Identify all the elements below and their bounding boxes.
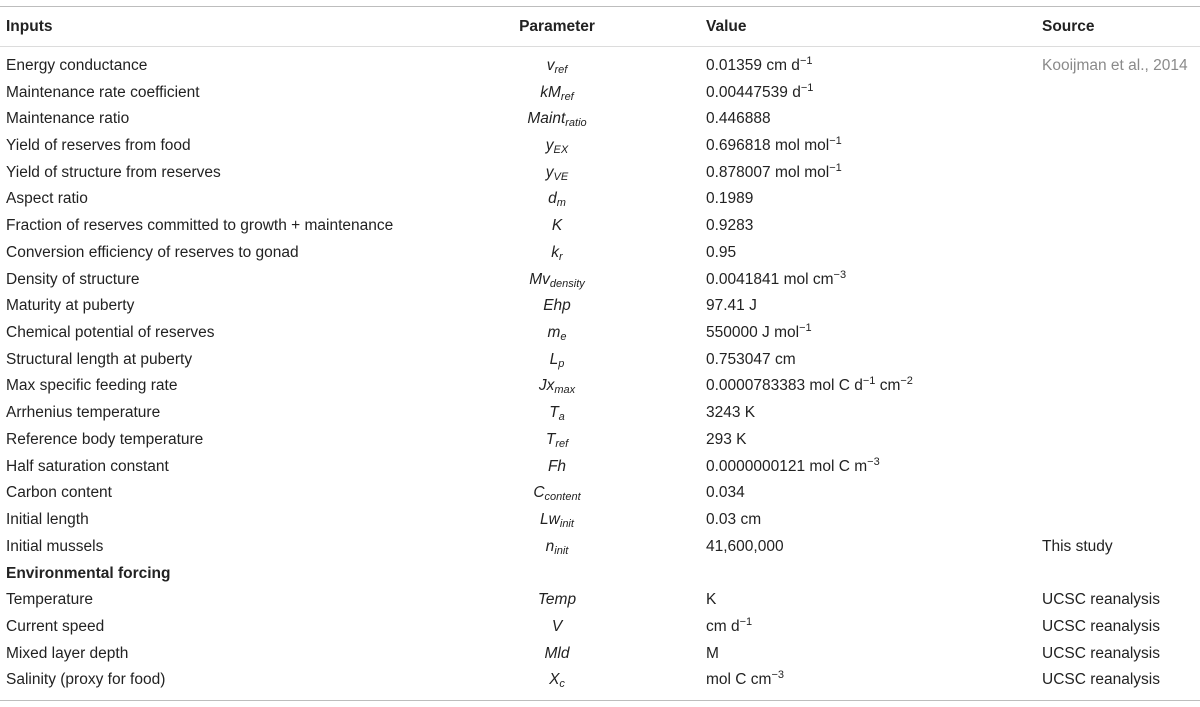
value-text: K [706, 591, 717, 609]
parameter-subscript: ref [560, 90, 574, 103]
value-cell [706, 268, 847, 289]
table-row [0, 79, 1200, 106]
input-label: Temperature [6, 591, 94, 609]
parameter-symbol [457, 217, 657, 235]
table-row [0, 320, 1200, 347]
parameter-symbol [457, 324, 657, 342]
parameter-base: X [549, 671, 560, 689]
value-cell [706, 511, 761, 529]
value-exponent: −3 [867, 455, 880, 468]
table-row [0, 533, 1200, 560]
value-cell [706, 324, 812, 342]
source-cell: UCSC reanalysis [1042, 591, 1161, 609]
value-text: 0.00447539 d [706, 83, 801, 101]
value-cell [706, 671, 784, 689]
input-label: Carbon content [6, 484, 112, 502]
value-exponent: −1 [800, 81, 814, 94]
value-cell [706, 431, 747, 449]
value-text: 0.0000783383 mol C d [706, 377, 863, 395]
value-text: 0.0000000121 mol C m [706, 457, 868, 475]
table-row [0, 373, 1200, 400]
value-cell [706, 217, 753, 235]
value-cell [706, 591, 716, 609]
table-row [0, 507, 1200, 534]
table-row [0, 293, 1200, 320]
table-row [0, 240, 1200, 267]
value-text: M [706, 644, 719, 662]
value-text: 0.753047 cm [706, 350, 796, 368]
value-exponent: −1 [799, 54, 813, 67]
parameter-symbol [457, 671, 657, 689]
parameter-subscript: m [556, 197, 566, 210]
value-exponent: −3 [833, 268, 847, 281]
table-row [0, 427, 1200, 454]
parameter-symbol [457, 538, 657, 556]
value-text: 0.01359 cm d [706, 56, 800, 74]
parameter-subscript: VE [553, 170, 569, 183]
input-label: Mixed layer depth [6, 644, 129, 662]
value-text: 0.446888 [706, 110, 771, 128]
parameter-symbol [457, 404, 657, 422]
parameter-subscript: ref [555, 437, 569, 450]
parameter-symbol [457, 271, 657, 289]
parameter-subscript: init [554, 544, 569, 557]
header-source: Source [1042, 17, 1095, 35]
parameter-base: V [551, 617, 563, 635]
input-label: Energy conductance [6, 56, 148, 74]
parameter-subscript: p [558, 357, 565, 370]
input-label: Max specific feeding rate [6, 377, 178, 395]
source-cell: UCSC reanalysis [1042, 644, 1161, 662]
parameter-subscript: init [559, 518, 574, 531]
value-cell [706, 244, 736, 262]
value-text: 97.41 J [706, 297, 757, 315]
parameter-base: Maint [527, 110, 566, 128]
value-cell [706, 538, 784, 556]
section-heading [0, 560, 1200, 587]
parameter-subscript: c [559, 678, 565, 691]
parameter-base: Jx [538, 377, 555, 395]
parameter-symbol [457, 297, 657, 315]
parameter-base: m [547, 324, 561, 342]
header-parameter: Parameter [519, 17, 595, 35]
parameter-symbol [457, 190, 657, 208]
parameter-symbol [457, 57, 657, 75]
input-label: Current speed [6, 617, 105, 635]
source-cell: UCSC reanalysis [1042, 671, 1161, 689]
value-exponent: −1 [862, 375, 876, 388]
value-text: 0.034 [706, 484, 745, 502]
table-row [0, 453, 1200, 480]
table-row [0, 400, 1200, 427]
source-cell: This study [1042, 537, 1113, 555]
table-header [0, 7, 1200, 46]
value-exponent-2: −2 [900, 375, 913, 388]
value-text: 0.9283 [706, 217, 754, 235]
parameter-symbol [457, 377, 657, 395]
parameter-base: d [548, 190, 557, 208]
value-cell [706, 297, 757, 315]
input-label: Chemical potential of reserves [6, 324, 215, 342]
value-cell [706, 54, 813, 75]
parameter-subscript: ratio [565, 117, 587, 130]
table-row [0, 159, 1200, 186]
table-row [0, 53, 1200, 80]
value-exponent: −1 [739, 615, 753, 628]
parameter-base: n [545, 537, 555, 555]
value-unit-tail: cm [875, 377, 901, 395]
bottom-rule [0, 700, 1200, 701]
source-cell: UCSC reanalysis [1042, 617, 1161, 635]
value-cell [706, 615, 753, 636]
value-cell [706, 110, 771, 128]
parameter-base: C [533, 484, 545, 502]
parameter-base: k [551, 243, 560, 261]
value-cell [706, 351, 796, 369]
input-label: Fraction of reserves committed to growth + maintenance [6, 217, 394, 235]
input-label: Maturity at puberty [6, 297, 135, 315]
value-text: 293 K [706, 430, 747, 448]
value-text: 0.95 [706, 243, 737, 261]
parameter-symbol [457, 645, 657, 663]
table-row [0, 133, 1200, 160]
value-exponent: −3 [771, 669, 784, 682]
parameter-base: Lw [540, 511, 560, 529]
parameter-symbol [457, 484, 657, 502]
parameter-subscript: EX [553, 144, 569, 156]
parameter-base: Ehp [543, 297, 571, 315]
parameter-base: y [545, 163, 554, 181]
table-row [0, 213, 1200, 240]
parameter-base: Mv [529, 270, 550, 288]
parameter-base: T [545, 430, 556, 448]
parameter-base: Fh [547, 457, 567, 475]
parameter-base: L [549, 350, 559, 368]
table-row [0, 266, 1200, 293]
table-row [0, 480, 1200, 507]
value-text: mol C cm [706, 671, 772, 689]
input-label: Arrhenius temperature [6, 404, 161, 422]
parameter-symbol [457, 244, 657, 262]
value-exponent: −1 [829, 161, 842, 174]
input-label: Half saturation constant [6, 457, 169, 475]
value-cell [706, 645, 719, 663]
parameter-symbol [457, 110, 657, 128]
parameter-subscript: ref [554, 63, 568, 76]
input-label: Salinity (proxy for food) [6, 671, 166, 689]
parameter-base: Mld [544, 644, 570, 662]
parameter-base: T [549, 404, 559, 422]
parameter-base: Temp [537, 591, 577, 609]
input-label: Structural length at puberty [6, 350, 193, 368]
value-text: 0.0041841 mol cm [706, 270, 834, 288]
input-label: Density of structure [6, 270, 140, 288]
value-text: 41,600,000 [706, 537, 784, 555]
parameter-symbol [457, 591, 657, 609]
parameter-subscript: e [560, 331, 567, 344]
parameter-base: v [546, 56, 555, 74]
value-cell [706, 484, 745, 502]
value-exponent: −1 [799, 322, 812, 335]
input-label: Aspect ratio [6, 190, 88, 208]
parameter-symbol [457, 458, 657, 476]
input-label: Initial length [6, 511, 89, 529]
header-rule [0, 46, 1200, 47]
parameter-symbol [457, 84, 657, 102]
input-label: Yield of reserves from food [6, 137, 191, 154]
value-cell [706, 377, 913, 395]
table-row [0, 640, 1200, 667]
value-cell [706, 190, 753, 208]
value-text: 0.03 cm [706, 511, 762, 529]
parameter-symbol [457, 618, 657, 636]
table-row [0, 106, 1200, 133]
parameter-base: y [545, 137, 554, 154]
parameter-symbol [457, 164, 657, 182]
input-label: Maintenance rate coefficient [6, 83, 200, 101]
header-value: Value [706, 17, 747, 35]
input-label: Yield of structure from reserves [6, 163, 221, 181]
input-label: Conversion efficiency of reserves to gonad [6, 243, 299, 261]
value-cell [706, 137, 842, 155]
input-label: Initial mussels [6, 537, 104, 555]
parameter-subscript: r [559, 250, 563, 263]
value-text: 0.1989 [706, 190, 754, 208]
parameter-base: kM [540, 83, 561, 101]
parameter-subscript: max [554, 384, 576, 397]
value-text: 0.878007 mol mol [706, 163, 830, 181]
parameter-base: K [551, 217, 563, 235]
value-cell [706, 81, 814, 102]
section-title: Environmental forcing [6, 564, 171, 582]
table-row [0, 614, 1200, 641]
input-label: Maintenance ratio [6, 110, 130, 128]
value-exponent: −1 [829, 135, 842, 147]
value-text: 550000 J mol [706, 324, 800, 342]
parameter-symbol [457, 351, 657, 369]
parameter-symbol [457, 137, 657, 155]
value-text: 0.696818 mol mol [706, 137, 830, 154]
value-cell [706, 455, 880, 476]
value-text: 3243 K [706, 404, 756, 422]
table-row [0, 587, 1200, 614]
table-row [0, 186, 1200, 213]
parameter-symbol [457, 431, 657, 449]
input-label: Reference body temperature [6, 430, 204, 448]
source-cell: Kooijman et al., 2014 [1042, 56, 1188, 74]
value-text: cm d [706, 617, 740, 635]
parameter-subscript: content [544, 491, 581, 504]
table-row [0, 667, 1200, 694]
header-inputs: Inputs [6, 17, 53, 35]
parameter-symbol [457, 511, 657, 529]
value-cell [706, 404, 755, 422]
parameter-subscript: a [558, 411, 565, 424]
value-cell [706, 161, 842, 182]
parameter-subscript: density [549, 277, 585, 290]
table-row [0, 346, 1200, 373]
